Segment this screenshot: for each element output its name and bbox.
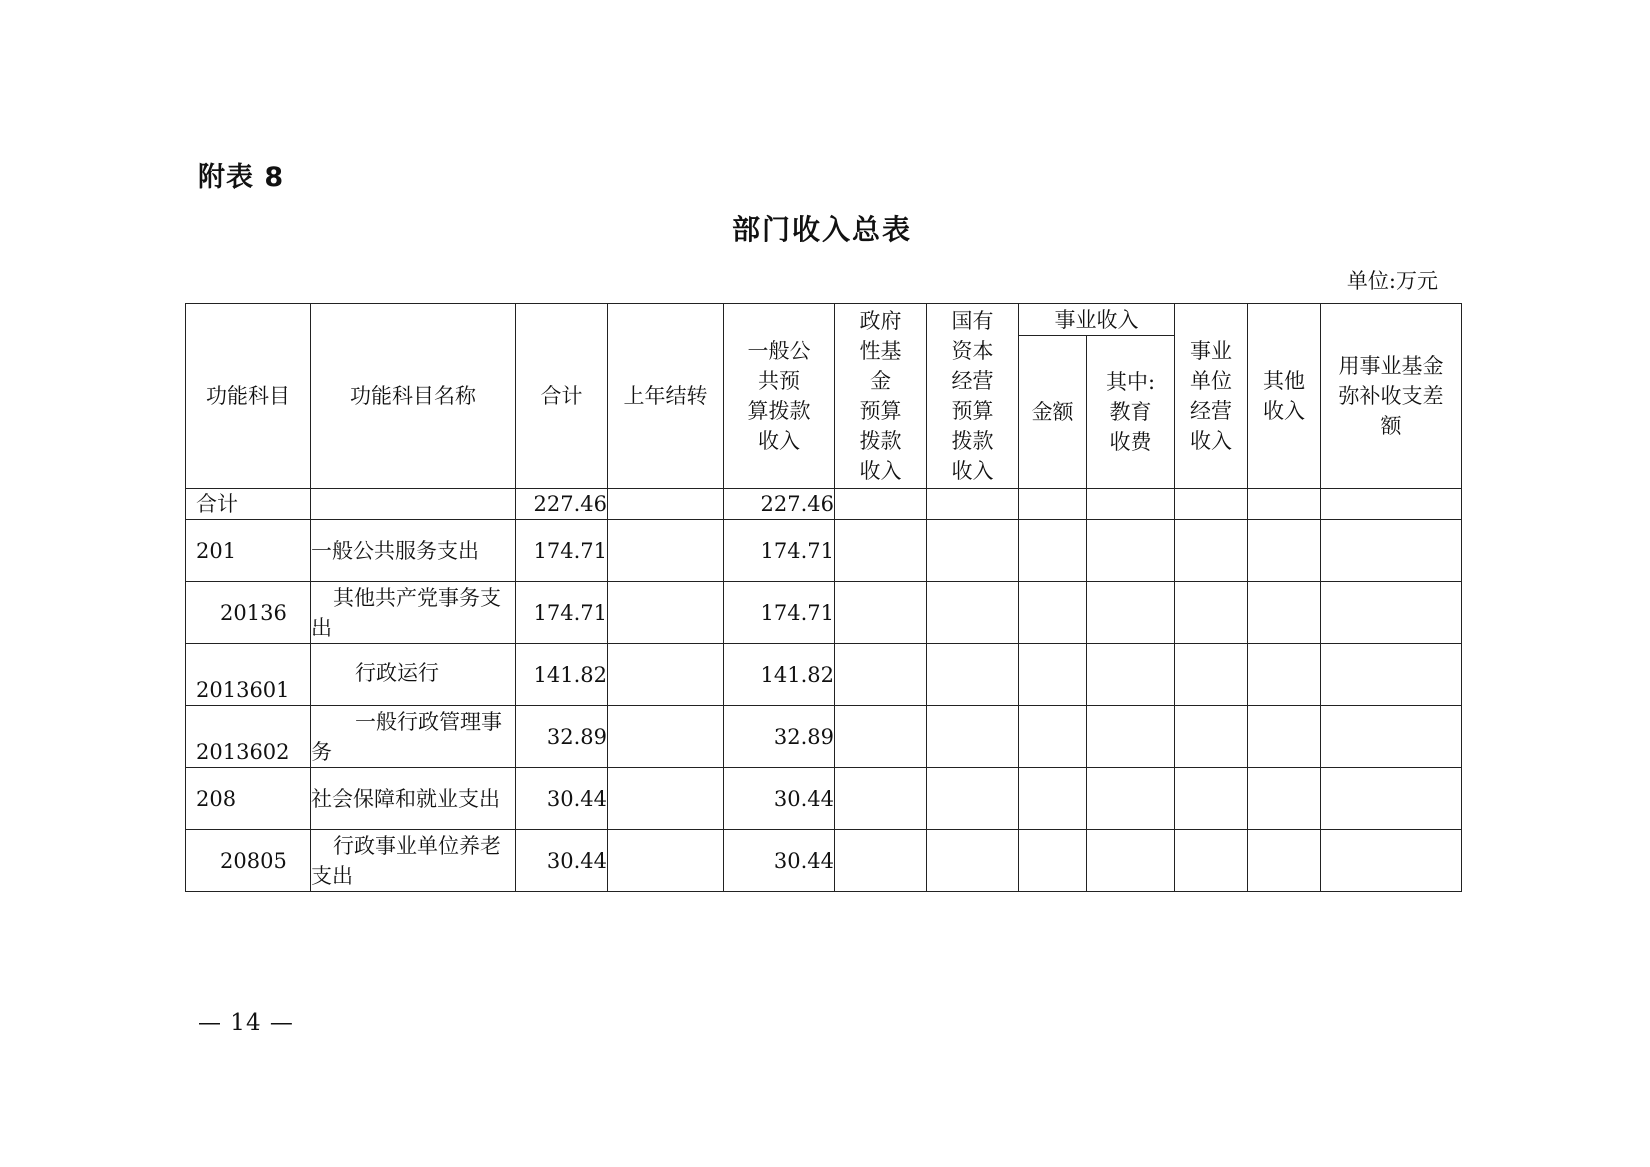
row-cell-empty <box>1087 644 1175 706</box>
row-name <box>311 489 516 520</box>
row-general-budget: 227.46 <box>724 489 835 520</box>
row-cell-empty <box>1019 644 1087 706</box>
row-cell-empty <box>1019 768 1087 830</box>
header-fund-offset <box>1321 304 1462 489</box>
row-code: 201 <box>186 520 311 582</box>
row-general-budget: 174.71 <box>724 520 835 582</box>
row-carryover <box>608 768 724 830</box>
header-state-capital-l6: 收入 <box>951 459 994 483</box>
header-other-income <box>1248 304 1321 489</box>
row-carryover <box>608 520 724 582</box>
row-cell-empty <box>835 768 927 830</box>
row-cell-empty <box>1248 768 1321 830</box>
row-cell-empty <box>1248 706 1321 768</box>
header-general-budget-l2: 共预 <box>758 369 800 393</box>
row-total: 227.46 <box>516 489 608 520</box>
row-total: 30.44 <box>516 768 608 830</box>
table-row <box>186 489 1462 520</box>
row-cell-empty <box>1175 489 1248 520</box>
unit-label: 单位:万元 <box>1346 269 1438 293</box>
row-code: 2013602 <box>186 706 311 768</box>
row-cell-empty <box>1321 830 1462 892</box>
header-general-budget-l3: 算拨款 <box>747 399 811 423</box>
row-cell-empty <box>1087 768 1175 830</box>
row-cell-empty <box>835 489 927 520</box>
row-cell-empty <box>1321 706 1462 768</box>
header-state-capital-l5: 拨款 <box>951 429 994 453</box>
row-cell-empty <box>1087 520 1175 582</box>
row-cell-empty <box>927 520 1019 582</box>
row-carryover <box>608 582 724 644</box>
document-title <box>0 208 1650 248</box>
row-cell-empty <box>1175 830 1248 892</box>
header-gov-fund-l4: 预算 <box>859 399 902 423</box>
row-total: 174.71 <box>516 520 608 582</box>
row-cell-empty <box>835 582 927 644</box>
row-total: 30.44 <box>516 830 608 892</box>
row-cell-empty <box>1175 582 1248 644</box>
row-total: 141.82 <box>516 644 608 706</box>
row-cell-empty <box>1175 768 1248 830</box>
header-gov-fund-l1: 政府 <box>859 309 902 333</box>
table-row <box>186 768 1462 830</box>
row-code: 20805 <box>186 830 311 892</box>
table-row <box>186 644 1462 706</box>
row-name: 社会保障和就业支出 <box>311 768 516 830</box>
row-general-budget: 32.89 <box>724 706 835 768</box>
header-unit-operation-l1: 事业 <box>1190 339 1232 363</box>
header-unit-operation <box>1175 304 1248 489</box>
row-cell-empty <box>1321 582 1462 644</box>
row-cell-empty <box>927 489 1019 520</box>
row-carryover <box>608 830 724 892</box>
header-other-income-l1: 其他 <box>1263 369 1305 393</box>
row-cell-empty <box>927 830 1019 892</box>
row-general-budget: 30.44 <box>724 830 835 892</box>
row-total: 32.89 <box>516 706 608 768</box>
header-general-budget-l4: 收入 <box>758 429 800 453</box>
header-func-code: 功能科目 <box>186 304 311 489</box>
header-edu-fee-l3: 收费 <box>1109 430 1152 454</box>
row-code: 2013601 <box>186 644 311 706</box>
table-row <box>186 830 1462 892</box>
row-cell-empty <box>1019 520 1087 582</box>
row-cell-empty <box>1321 520 1462 582</box>
row-cell-empty <box>1248 582 1321 644</box>
row-cell-empty <box>1321 644 1462 706</box>
row-name: 一般公共服务支出 <box>311 520 516 582</box>
row-cell-empty <box>927 706 1019 768</box>
header-fund-offset-l2: 弥补收支差 <box>1338 384 1444 408</box>
row-carryover <box>608 706 724 768</box>
row-cell-empty <box>1019 830 1087 892</box>
row-cell-empty <box>927 768 1019 830</box>
row-name: 行政运行 <box>311 644 516 706</box>
header-state-capital-l3: 经营 <box>951 369 994 393</box>
header-gov-fund-l3: 金 <box>870 369 891 393</box>
row-general-budget: 30.44 <box>724 768 835 830</box>
row-name: 其他共产党事务支出 <box>311 582 516 644</box>
header-fund-offset-l3: 额 <box>1380 414 1402 438</box>
header-unit-operation-l2: 单位 <box>1190 369 1232 393</box>
page-number: — 14 — <box>198 1010 294 1036</box>
row-code: 20136 <box>186 582 311 644</box>
row-cell-empty <box>1175 706 1248 768</box>
table-row <box>186 706 1462 768</box>
row-carryover <box>608 644 724 706</box>
row-cell-empty <box>1248 489 1321 520</box>
row-cell-empty <box>1175 520 1248 582</box>
row-cell-empty <box>835 520 927 582</box>
table-row <box>186 582 1462 644</box>
revenue-summary-table <box>185 303 1462 892</box>
row-general-budget: 141.82 <box>724 644 835 706</box>
row-cell-empty <box>1087 830 1175 892</box>
header-general-budget-l1: 一般公 <box>747 339 811 363</box>
header-fund-offset-l1: 用事业基金 <box>1338 354 1444 378</box>
header-func-name: 功能科目名称 <box>311 304 516 489</box>
row-cell-empty <box>1248 644 1321 706</box>
row-cell-empty <box>835 706 927 768</box>
header-gov-fund <box>835 304 927 489</box>
header-business-edu-fee <box>1087 336 1175 489</box>
header-state-capital-l1: 国有 <box>951 309 994 333</box>
header-gov-fund-l5: 拨款 <box>859 429 902 453</box>
row-cell-empty <box>1087 582 1175 644</box>
header-total: 合计 <box>516 304 608 489</box>
header-gov-fund-l6: 收入 <box>859 459 902 483</box>
row-cell-empty <box>1248 520 1321 582</box>
row-cell-empty <box>835 644 927 706</box>
header-unit-operation-l4: 收入 <box>1190 429 1232 453</box>
header-state-capital-l2: 资本 <box>951 339 994 363</box>
header-other-income-l2: 收入 <box>1263 399 1305 423</box>
header-carryover: 上年结转 <box>608 304 724 489</box>
row-code: 合计 <box>186 489 311 520</box>
row-carryover <box>608 489 724 520</box>
row-cell-empty <box>1175 644 1248 706</box>
header-edu-fee-l1: 其中: <box>1105 370 1156 394</box>
row-cell-empty <box>1019 489 1087 520</box>
header-gov-fund-l2: 性基 <box>859 339 902 363</box>
row-cell-empty <box>1087 489 1175 520</box>
row-cell-empty <box>927 644 1019 706</box>
header-state-capital <box>927 304 1019 489</box>
document-title-text: 部门收入总表 <box>731 213 912 246</box>
header-business-amount: 金额 <box>1019 336 1087 489</box>
header-unit-operation-l3: 经营 <box>1190 399 1232 423</box>
row-cell-empty <box>1321 768 1462 830</box>
row-code: 208 <box>186 768 311 830</box>
row-cell-empty <box>1019 706 1087 768</box>
row-total: 174.71 <box>516 582 608 644</box>
row-cell-empty <box>927 582 1019 644</box>
row-name: 一般行政管理事务 <box>311 706 516 768</box>
row-cell-empty <box>1248 830 1321 892</box>
header-edu-fee-l2: 教育 <box>1109 400 1152 424</box>
header-business-income: 事业收入 <box>1019 304 1175 336</box>
row-cell-empty <box>1019 582 1087 644</box>
row-general-budget: 174.71 <box>724 582 835 644</box>
header-state-capital-l4: 预算 <box>951 399 994 423</box>
table-row <box>186 520 1462 582</box>
row-cell-empty <box>1321 489 1462 520</box>
row-cell-empty <box>835 830 927 892</box>
header-general-budget <box>724 304 835 489</box>
row-cell-empty <box>1087 706 1175 768</box>
appendix-label: 附表 8 <box>198 162 285 193</box>
row-name: 行政事业单位养老支出 <box>311 830 516 892</box>
